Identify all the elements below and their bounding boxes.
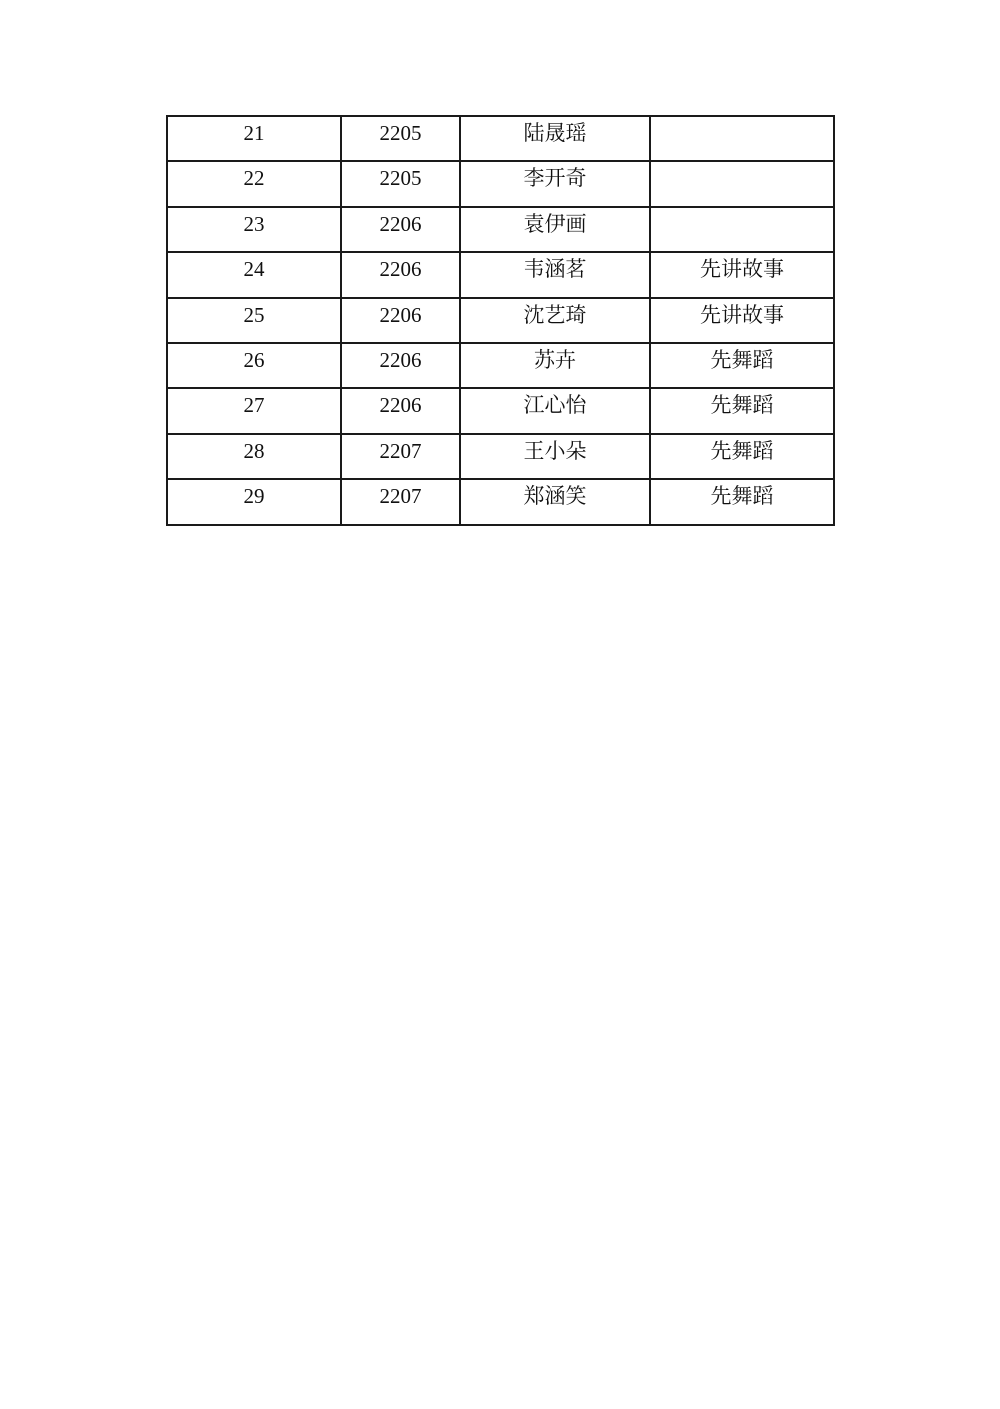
student-name-cell: 韦涵茗 [460,252,650,297]
row-number-cell: 29 [167,479,341,524]
table-row [167,252,834,297]
student-name-cell: 郑涵笑 [460,479,650,524]
class-cell: 2206 [341,207,460,252]
class-cell: 2207 [341,479,460,524]
class-cell: 2207 [341,434,460,479]
table-row [167,479,834,524]
student-name-cell: 沈艺琦 [460,298,650,343]
class-cell: 2206 [341,343,460,388]
table-row [167,161,834,206]
note-cell [650,207,834,252]
student-name-cell: 苏卉 [460,343,650,388]
table-row [167,434,834,479]
row-number-cell: 28 [167,434,341,479]
class-cell: 2206 [341,298,460,343]
student-name-cell: 袁伊画 [460,207,650,252]
table-row [167,388,834,433]
row-number-cell: 21 [167,116,341,161]
note-cell [650,161,834,206]
note-cell: 先舞蹈 [650,434,834,479]
note-cell: 先舞蹈 [650,388,834,433]
note-cell: 先讲故事 [650,252,834,297]
row-number-cell: 24 [167,252,341,297]
row-number-cell: 23 [167,207,341,252]
table-row [167,298,834,343]
note-cell: 先讲故事 [650,298,834,343]
note-cell: 先舞蹈 [650,479,834,524]
row-number-cell: 22 [167,161,341,206]
table-row [167,207,834,252]
row-number-cell: 27 [167,388,341,433]
table-row [167,116,834,161]
student-roster-table [166,115,835,526]
class-cell: 2206 [341,252,460,297]
student-name-cell: 江心怡 [460,388,650,433]
note-cell: 先舞蹈 [650,343,834,388]
class-cell: 2205 [341,116,460,161]
table-row [167,343,834,388]
student-name-cell: 陆晟瑶 [460,116,650,161]
student-name-cell: 李开奇 [460,161,650,206]
class-cell: 2205 [341,161,460,206]
class-cell: 2206 [341,388,460,433]
row-number-cell: 25 [167,298,341,343]
note-cell [650,116,834,161]
row-number-cell: 26 [167,343,341,388]
student-name-cell: 王小朵 [460,434,650,479]
